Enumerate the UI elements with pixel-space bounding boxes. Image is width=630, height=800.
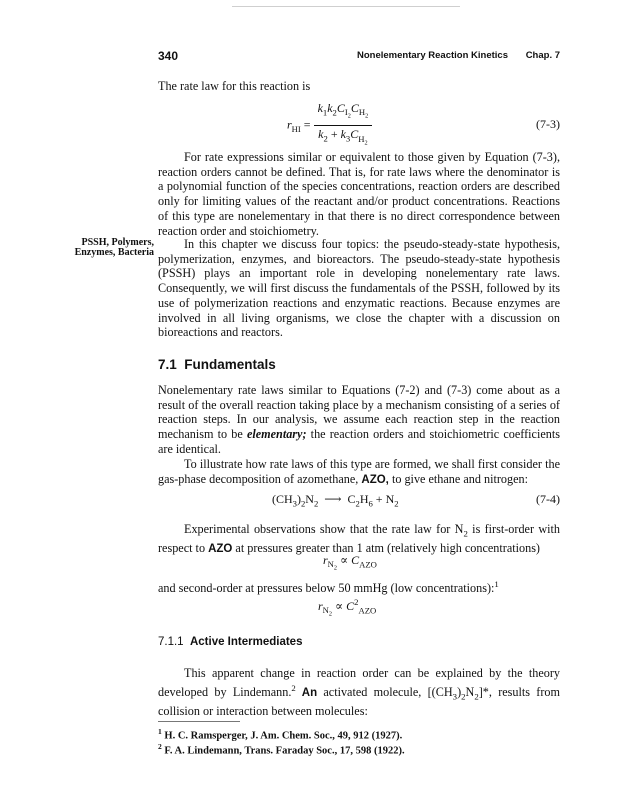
para7-sub1: 3 [452, 691, 458, 702]
eq74-p2: N [385, 492, 395, 506]
first-order-r-sub: N [327, 559, 334, 570]
running-title: Nonelementary Reaction Kinetics [357, 50, 508, 61]
paragraph-second-order [158, 577, 560, 596]
first-order-proportional: ∝ [340, 553, 349, 567]
para4-text-a: To illustrate how rate laws of this type are formed, we shall first consider the gas-phase decomposition of azomethane, [158, 457, 560, 486]
eq73-den-k3-sub: 3 [345, 133, 351, 144]
eq74-lhs-sub3: 2 [313, 498, 319, 509]
para7-text-e: N [465, 684, 475, 699]
para3-text-a: Nonelementary rate laws similar to Equations (7-2) and (7-3) come about as a result of the overall reaction taking place by a mechanism consisting of a series of reaction steps. In our analysis, we assume each reaction step in the reaction mechanism to be [158, 383, 560, 442]
para7-sub3: 2 [474, 691, 479, 702]
eq73-c1: C [336, 101, 345, 115]
equation-7-3 [287, 100, 372, 151]
second-order-r: r [318, 599, 323, 613]
eq74-p1-sub: 2 [355, 498, 360, 509]
footnote-2-mark: 2 [158, 742, 162, 751]
eq73-den-k2-sub: 2 [323, 133, 328, 144]
azo-label-2: AZO [208, 543, 233, 556]
para7-text-f: ]*, results from collision or interaction between molecules: [158, 684, 560, 718]
eq73-k1-sub: 1 [322, 107, 328, 118]
eq73-r-sub: HI [291, 123, 301, 134]
eq73-k1: k [317, 101, 323, 115]
eq73-plus: + [330, 127, 338, 142]
paragraph-rate-expressions: For rate expressions similar or equivalent to those given by Equation (7-3), reaction orders cannot be defined. That is, for rate laws where the denominator is a polynomial function of the species concentrations, reaction orders are described only for limiting values of the reactant and/or product concentrations. Reactions of this type are nonelementary in that there is no direct correspondence between reaction order and stoichiometry. [158, 150, 560, 238]
eq73-den-k3: k [340, 127, 346, 142]
eq74-lhs: (CH [272, 492, 293, 506]
eq73-den-c-sub: H [358, 133, 365, 144]
eq73-k2: k [327, 101, 333, 115]
eq73-k2-sub: 2 [332, 107, 337, 118]
margin-note-line2: Enzymes, Bacteria [74, 247, 154, 258]
footnote-1 [158, 727, 402, 742]
paragraph-chapter-overview: In this chapter we discuss four topics: the pseudo-steady-state hypothesis, polymerization, enzymes, and bioreactors. The pseudo-steady-state hypothesis (PSSH) plays an important role in developing nonelementary rate laws. Consequently, we will first discuss the fundamentals of the PSSH, followed by its use of polymerization reactions and enzymatic reactions. Because enzymes are involved in all living organisms, we close the chapter with a discussion on bioreactions and reactors. [158, 237, 560, 340]
subsection-number: 7.1.1 [158, 636, 184, 648]
paragraph-azomethane [158, 457, 560, 487]
footnote-2-text: F. A. Lindemann, Trans. Faraday Soc., 17, 598 (1922). [161, 745, 405, 757]
eq74-lhs-sub: 3 [292, 498, 297, 509]
eq73-c2-subsub: 2 [365, 113, 369, 121]
reaction-arrow-icon: ⟶ [324, 492, 342, 506]
margin-note-line1: PSSH, Polymers, [81, 237, 154, 248]
footnote-ref-2[interactable]: 2 [291, 682, 296, 693]
eq73-den-c: C [350, 127, 359, 142]
section-number: 7.1 [158, 357, 177, 372]
para6-text: and second-order at pressures below 50 mmHg (low concentrations): [158, 581, 495, 596]
subsection-heading [158, 636, 302, 648]
intro-text: The rate law for this reaction is [158, 79, 311, 93]
second-order-r-subsub: 2 [328, 611, 333, 619]
para3-text-b: the reaction orders and stoichiometric coefficients are identical. [158, 427, 560, 456]
eq73-c1-subsub: 2 [347, 113, 351, 121]
para7-sub2: 2 [461, 691, 466, 702]
footnote-rule [158, 721, 240, 722]
eq73-numerator [314, 100, 373, 126]
second-order-c-sup: 2 [354, 597, 359, 607]
eq74-plus: + [375, 492, 383, 506]
page-header [158, 49, 560, 65]
equation-number-7-4: (7-4) [536, 492, 560, 506]
second-order-rate-law [318, 597, 376, 618]
eq73-r: r [287, 117, 292, 132]
eq74-p2-sub: 2 [394, 498, 399, 509]
equation-7-4 [272, 492, 399, 508]
eq73-denominator [314, 126, 373, 151]
eq73-den-c-subsub: 2 [364, 139, 368, 147]
footnote-1-text: H. C. Ramsperger, J. Am. Chem. Soc., 49, 912 (1927). [161, 730, 403, 742]
para7-text-d: ) [457, 684, 462, 699]
para5-sub: 2 [463, 528, 468, 539]
second-order-c: C [346, 599, 355, 613]
footnote-2 [158, 742, 405, 757]
eq73-den-k2: k [318, 127, 324, 142]
first-order-c-sub: AZO [359, 559, 377, 570]
para4-text-b: to give ethane and nitrogen: [388, 471, 528, 486]
first-order-r: r [323, 553, 328, 567]
eq74-lhs-rest: ) [296, 492, 301, 506]
eq73-fraction [314, 100, 373, 151]
eq74-p1-h: H [359, 492, 369, 506]
second-order-proportional: ∝ [335, 599, 344, 613]
equation-number-7-3: (7-3) [536, 117, 560, 131]
eq73-equals: = [303, 117, 311, 132]
footnote-1-mark: 1 [158, 727, 162, 736]
eq74-lhs-n: N [305, 492, 314, 506]
para7-an: An [295, 686, 318, 699]
eq74-p1-sub2: 6 [368, 498, 373, 509]
para7-text-a: This apparent change in reaction order can be explained by the theory developed by Lindemann. [158, 666, 560, 699]
subsection-title: Active Intermediates [189, 636, 303, 648]
margin-note [62, 238, 154, 258]
para5-text-a: Experimental observations show that the rate law for N [184, 522, 464, 536]
first-order-c: C [351, 553, 360, 567]
top-rule [232, 6, 460, 7]
paragraph-experimental [158, 522, 560, 557]
para5-text-b: is first-order with respect to [158, 522, 560, 556]
second-order-c-sub: AZO [358, 605, 377, 616]
second-order-r-sub: N [322, 605, 329, 616]
para5-text-c: at pressures greater than 1 atm (relatively high concentrations) [232, 541, 540, 556]
paragraph-nonelementary [158, 383, 560, 457]
first-order-rate-law [323, 553, 377, 572]
page-number: 340 [158, 49, 179, 63]
footnote-ref-1[interactable]: 1 [494, 579, 499, 589]
eq73-c2-sub: H [358, 107, 366, 118]
paragraph-lindemann [158, 666, 560, 719]
para7-text-c: activated molecule, [(CH [317, 684, 453, 699]
section-heading [158, 357, 276, 372]
section-title: Fundamentals [184, 357, 276, 372]
eq74-p1: C [347, 492, 356, 506]
azo-label: AZO, [361, 473, 389, 486]
eq73-c2: C [350, 101, 359, 115]
first-order-r-subsub: 2 [333, 565, 338, 573]
para3-emphasis: elementary; [246, 427, 307, 442]
chapter-label: Chap. 7 [525, 50, 560, 61]
eq73-c1-sub: I [344, 107, 348, 118]
eq74-lhs-sub2: 2 [300, 498, 306, 509]
